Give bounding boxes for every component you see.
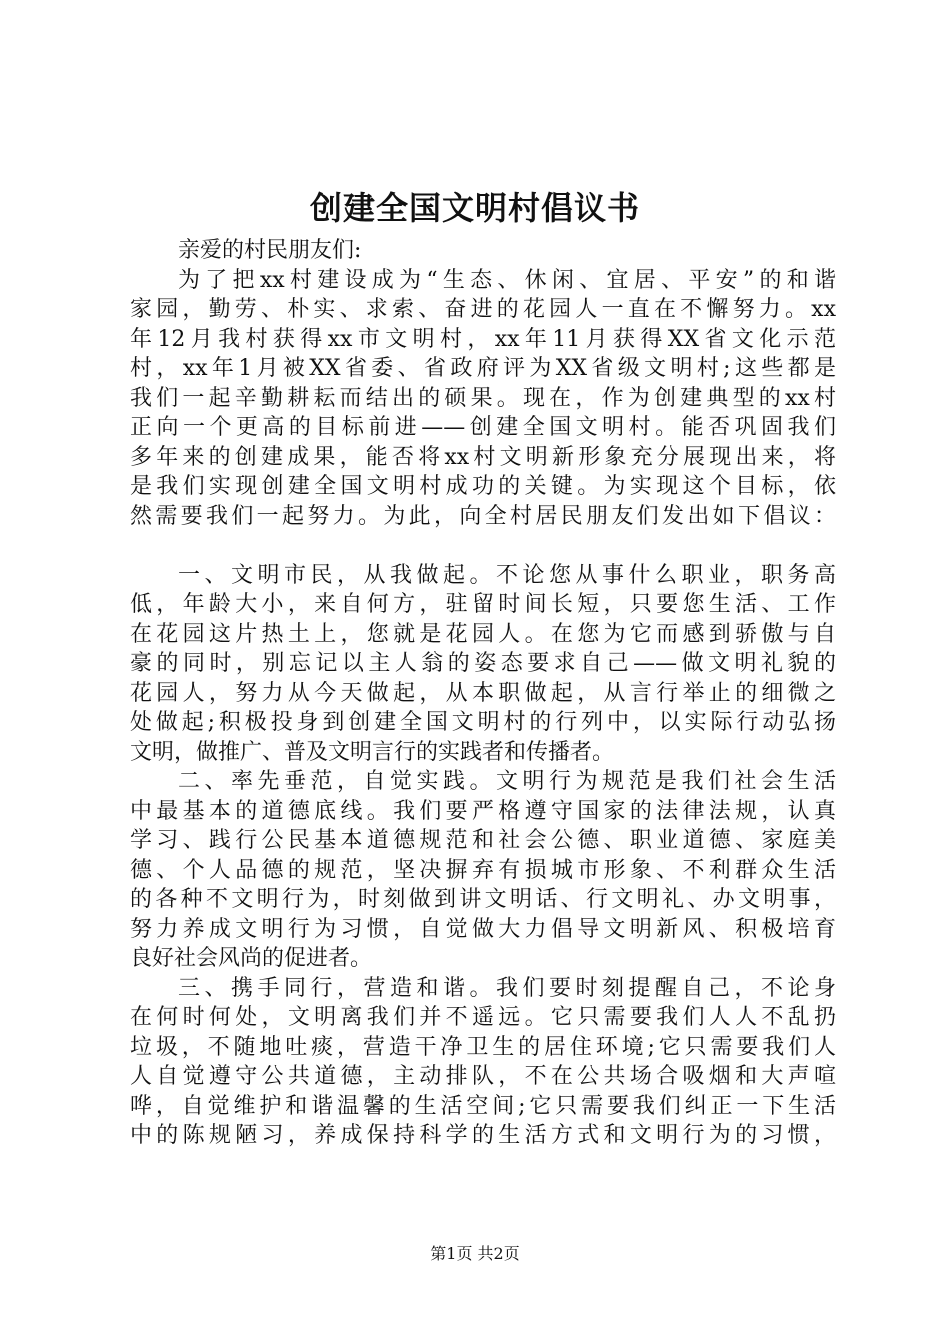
paragraph-proposal-3 xyxy=(130,974,836,1151)
paragraph-line: 在何时何处，文明离我们并不遥远。它只需要我们人人不乱扔 xyxy=(130,1005,836,1030)
page-number-footer: 第1页 共2页 xyxy=(430,1244,520,1263)
paragraph-line: 哗，自觉维护和谐温馨的生活空间;它只需要我们纠正一下生活 xyxy=(130,1093,836,1119)
paragraph-line: 文明，做推广、普及文明言行的实践者和传播者。 xyxy=(130,739,615,765)
paragraph-line: 努力养成文明行为习惯，自觉做大力倡导文明新风、积极培育 xyxy=(130,916,836,942)
paragraph-line: 垃圾，不随地吐痰，营造干净卫生的居住环境;它只需要我们人 xyxy=(130,1034,836,1060)
paragraph-line: 我们一起辛勤耕耘而结出的硕果。现在，作为创建典型的xx村 xyxy=(130,385,836,411)
document-title: 创建全国文明村倡议书 xyxy=(309,189,640,227)
paragraph-line: 德、个人品德的规范，坚决摒弃有损城市形象、不利群众生活 xyxy=(130,857,836,883)
paragraph-line: 三、携手同行，营造和谐。我们要时刻提醒自己，不论身 xyxy=(178,975,836,1001)
paragraph-spacer xyxy=(130,531,836,561)
paragraph-line: 中最基本的道德底线。我们要严格遵守国家的法律法规，认真 xyxy=(130,798,836,824)
paragraph-line: 二、率先垂范，自觉实践。文明行为规范是我们社会生活 xyxy=(178,769,836,794)
paragraph-line: 花园人，努力从今天做起，从本职做起，从言行举止的细微之 xyxy=(130,680,836,706)
paragraph-line: 年12月我村获得xx市文明村，xx年11月获得XX省文化示范 xyxy=(130,326,836,352)
paragraph-line: 的各种不文明行为，时刻做到讲文明话、行文明礼、办文明事， xyxy=(130,887,836,912)
paragraph-line: 为了把xx村建设成为“生态、休闲、宜居、平安”的和谐 xyxy=(178,267,836,293)
paragraph-proposal-1 xyxy=(130,561,836,768)
paragraph-line: 中的陈规陋习，养成保持科学的生活方式和文明行为的习惯， xyxy=(130,1123,836,1148)
document-body xyxy=(130,236,836,1151)
paragraph-line: 然需要我们一起努力。为此，向全村居民朋友们发出如下倡议： xyxy=(130,503,836,529)
paragraph-line: 处做起;积极投身到创建全国文明村的行列中，以实际行动弘扬 xyxy=(130,710,836,735)
salutation: 亲爱的村民朋友们: xyxy=(178,238,362,263)
paragraph-line: 人自觉遵守公共道德，主动排队，不在公共场合吸烟和大声喧 xyxy=(130,1064,836,1089)
paragraph-line: 是我们实现创建全国文明村成功的关键。为实现这个目标，依 xyxy=(130,474,836,499)
paragraph-intro xyxy=(130,266,836,532)
paragraph-line: 低，年龄大小，来自何方，驻留时间长短，只要您生活、工作 xyxy=(130,592,836,617)
paragraph-line: 豪的同时，别忘记以主人翁的姿态要求自己——做文明礼貌的 xyxy=(130,651,836,676)
paragraph-line: 良好社会风尚的促进者。 xyxy=(130,946,373,971)
paragraph-line: 多年来的创建成果，能否将xx村文明新形象充分展现出来，将 xyxy=(130,444,836,470)
paragraph-line: 正向一个更高的目标前进——创建全国文明村。能否巩固我们 xyxy=(130,415,836,440)
paragraph-line: 家园，勤劳、朴实、求索、奋进的花园人一直在不懈努力。xx xyxy=(130,297,836,322)
paragraph-line: 学习、践行公民基本道德规范和社会公德、职业道德、家庭美 xyxy=(130,828,836,853)
paragraph-line: 一、文明市民，从我做起。不论您从事什么职业，职务高 xyxy=(178,562,836,588)
paragraph-line: 在花园这片热土上，您就是花园人。在您为它而感到骄傲与自 xyxy=(130,621,836,647)
paragraph-proposal-2 xyxy=(130,767,836,974)
paragraph-line: 村，xx年1月被XX省委、省政府评为XX省级文明村;这些都是 xyxy=(130,356,836,381)
